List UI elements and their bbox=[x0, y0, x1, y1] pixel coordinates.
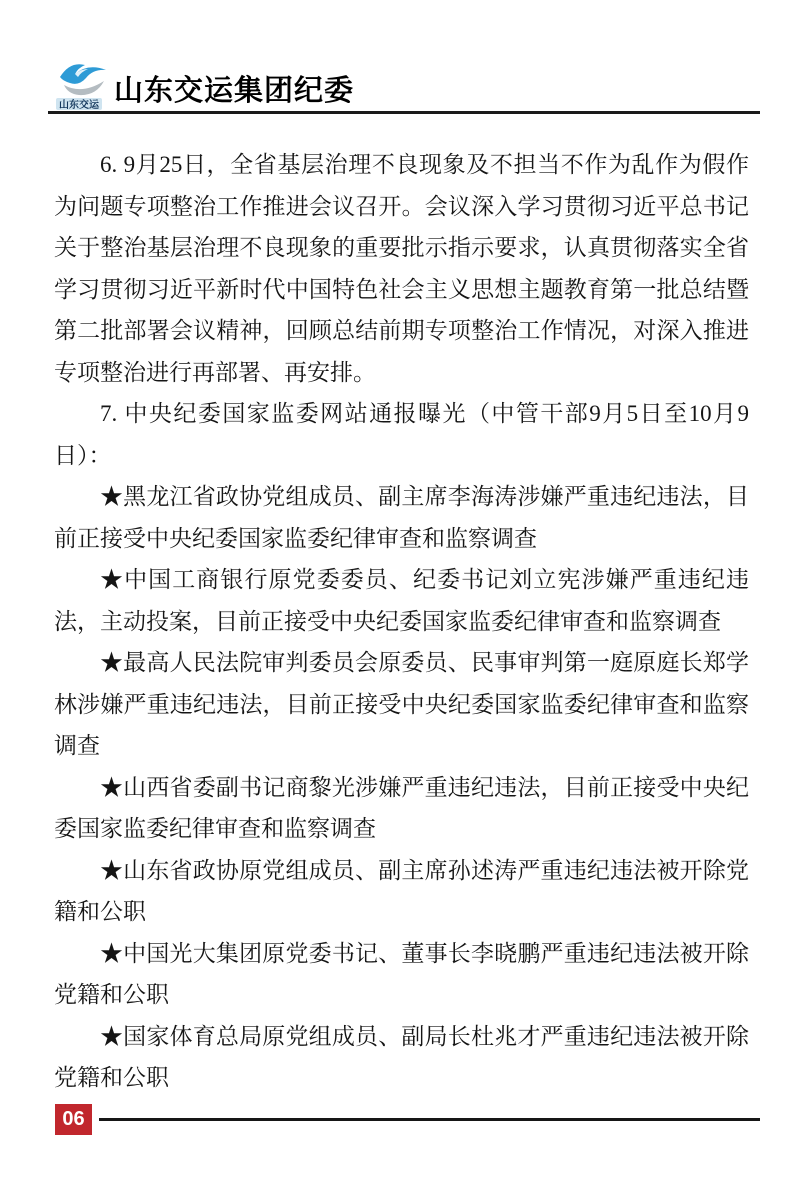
bird-logo-icon bbox=[55, 56, 111, 112]
case-item-5: ★山东省政协原党组成员、副主席孙述涛严重违纪违法被开除党籍和公职 bbox=[54, 857, 749, 924]
case-item-1: ★黑龙江省政协党组成员、副主席李海涛涉嫌严重违纪违法，目前正接受中央纪委国家监委纪律审查和监察调查 bbox=[54, 484, 749, 551]
case-item-3: ★最高人民法院审判委员会原委员、民事审判第一庭原庭长郑学林涉嫌严重违纪违法，目前正接受中央纪委国家监委纪律审查和监察调查 bbox=[54, 650, 749, 758]
page-number-badge: 06 bbox=[55, 1104, 92, 1135]
paragraph-news-6: 6. 9月25日，全省基层治理不良现象及不担当不作为乱作为假作为问题专项整治工作推进会议召开。会议深入学习贯彻习近平总书记关于整治基层治理不良现象的重要批示指示要求，认真贯彻落实全省学习贯彻习近平新时代中国特色社会主义思想主题教育第一批总结暨第二批部署会议精神，回顾总结前期专项整治工作情况，对深入推进专项整治进行再部署、再安排。 bbox=[54, 152, 749, 385]
case-item-6: ★中国光大集团原党委书记、董事长李晓鹏严重违纪违法被开除党籍和公职 bbox=[54, 940, 749, 1007]
case-item-2: ★中国工商银行原党委委员、纪委书记刘立宪涉嫌严重违纪违法，主动投案，目前正接受中央纪委国家监委纪律审查和监察调查 bbox=[54, 567, 749, 634]
company-logo bbox=[55, 56, 111, 112]
page-title: 山东交运集团纪委 bbox=[114, 75, 355, 107]
case-item-7: ★国家体育总局原党组成员、副局长杜兆才严重违纪违法被开除党籍和公职 bbox=[54, 1023, 749, 1090]
logo-caption: 山东交运 bbox=[59, 100, 99, 111]
page-footer bbox=[55, 1104, 760, 1135]
case-item-4: ★山西省委副书记商黎光涉嫌严重违纪违法，目前正接受中央纪委国家监委纪律审查和监察调查 bbox=[54, 774, 749, 841]
header-divider bbox=[48, 111, 760, 114]
paragraph-news-7: 7. 中央纪委国家监委网站通报曝光（中管干部9月5日至10月9日）： bbox=[54, 401, 749, 468]
footer-divider bbox=[99, 1118, 760, 1121]
document-body bbox=[54, 144, 749, 1099]
